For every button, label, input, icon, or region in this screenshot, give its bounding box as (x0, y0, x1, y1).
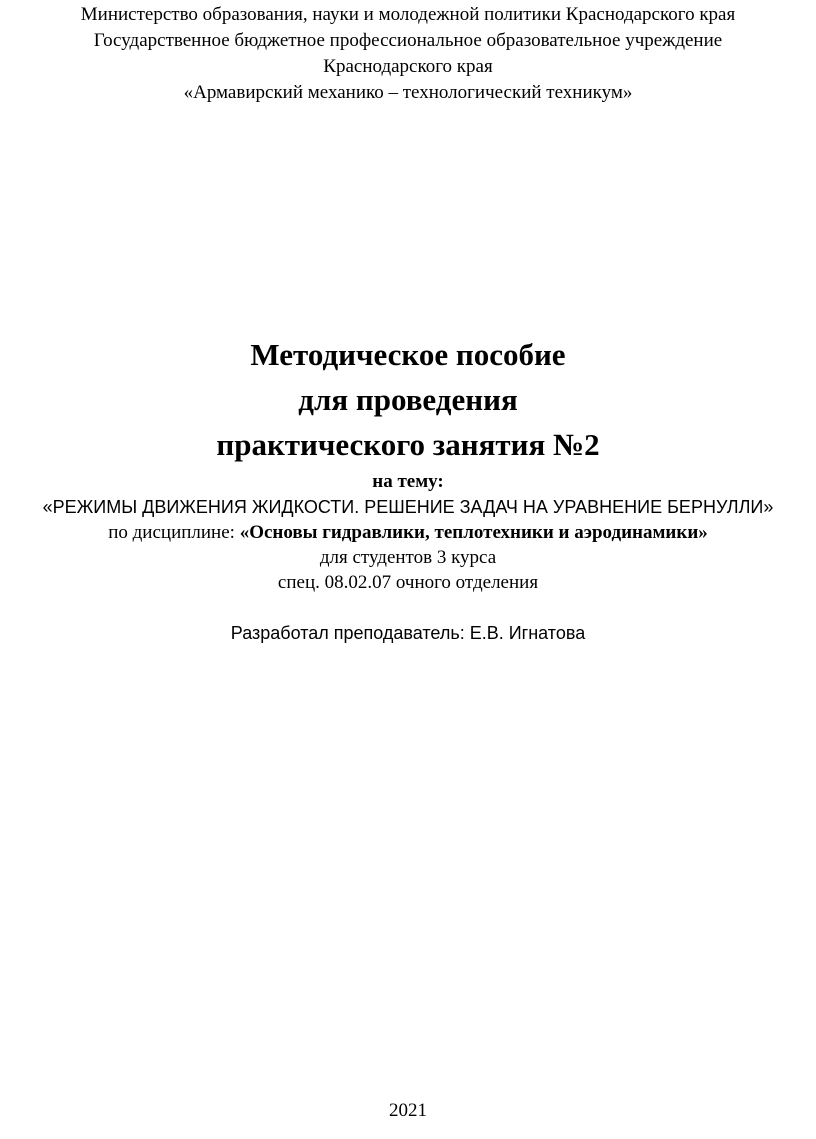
discipline-label: по дисциплине: (108, 522, 240, 543)
title-line-2: для проведения (298, 382, 518, 417)
specialty-line: спец. 08.02.07 очного отделения (277, 572, 539, 593)
topic-label: на тему: (372, 471, 444, 492)
ministry-line: Министерство образования, науки и молодежной политики Краснодарского края (80, 4, 736, 25)
year: 2021 (389, 1100, 427, 1121)
title-block (0, 332, 816, 646)
spacer (0, 595, 816, 621)
title-line-3: практического занятия №2 (216, 427, 600, 462)
region-line: Краснодарского края (323, 56, 493, 77)
institution-type-line: Государственное бюджетное профессиональное образовательное учреждение (93, 30, 723, 51)
topic-text: «РЕЖИМЫ ДВИЖЕНИЯ ЖИДКОСТИ. РЕШЕНИЕ ЗАДАЧ НА УРАВНЕНИЕ БЕРНУЛЛИ» (42, 497, 774, 517)
title-line-1: Методическое пособие (250, 337, 566, 372)
institution-name-line: «Армавирский механико – технологический техникум» (183, 82, 633, 103)
students-line: для студентов 3 курса (319, 547, 497, 568)
author-line: Разработал преподаватель: Е.В. Игнатова (230, 623, 586, 643)
institution-header (0, 2, 816, 106)
discipline-name: «Основы гидравлики, теплотехники и аэродинамики» (239, 522, 708, 543)
discipline-line (0, 520, 816, 545)
